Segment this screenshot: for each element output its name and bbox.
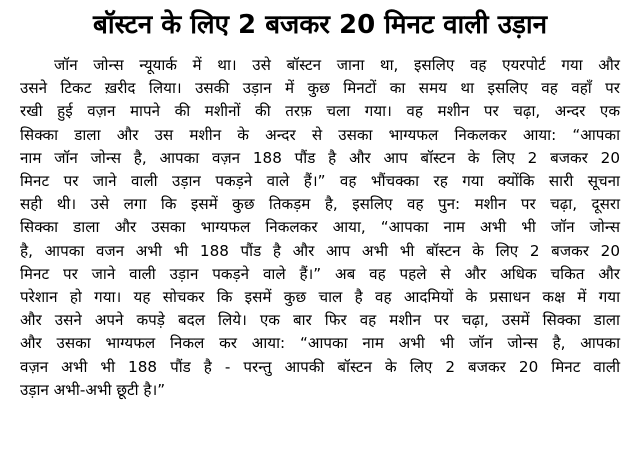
body-line: सिक्का डाला और उसका भाग्यफल निकलकर आया, “आपका नाम अभी भी जॉन जोन्स	[20, 218, 620, 237]
body-line: नाम जॉन जोन्स है, आपका वज़न 188 पौंड है और आप बॉस्टन के लिए 2 बजकर 20	[20, 148, 620, 167]
body-line: उसने टिकट ख़रीद लिया। उसकी उड़ान में कुछ मिनटों का समय था इसलिए वह वहाँ पर	[20, 79, 620, 98]
body-line: और उसका भाग्यफल निकल कर आया: “आपका नाम अभी भी जॉन जोन्स है, आपका	[20, 334, 620, 353]
body-line: मिनट पर जाने वाली उड़ान पकड़ने वाले हैं।” अब वह पहले से और अधिक चकित और	[20, 264, 620, 283]
body-line: सही थी। उसे लगा कि इसमें कुछ तिकड़म है, इसलिए वह पुन: मशीन पर चढ़ा, दूसरा	[20, 195, 620, 214]
body-line: और उसने अपने कपड़े बदल लिये। एक बार फिर वह मशीन पर चढ़ा, उसमें सिक्का डाला	[20, 311, 620, 330]
body-line: है, आपका वजन अभी भी 188 पौंड है और आप अभी भी बॉस्टन के लिए 2 बजकर 20	[20, 241, 620, 260]
body-line: उड़ान अभी-अभी छूटी है।”	[20, 380, 166, 399]
body-line: मिनट पर जाने वाली उड़ान पकड़ने वाले हैं।” वह भौंचक्का रह गया क्योंकि सारी सूचना	[20, 172, 620, 191]
body-line: जॉन जोन्स न्यूयार्क में था। उसे बॉस्टन जाना था, इसलिए वह एयरपोर्ट गया और	[54, 56, 620, 74]
body-line: वज़न अभी भी 188 पौंड है - परन्तु आपकी बॉस्टन के लिए 2 बजकर 20 मिनट वाली	[20, 357, 620, 376]
body-line: परेशान हो गया। यह सोचकर कि इसमें कुछ चाल है वह आदमियों के प्रसाधन कक्ष में गया	[20, 288, 620, 307]
article-body	[20, 54, 620, 402]
body-line: सिक्का डाला और उस मशीन के अन्दर से उसका भाग्यफल निकलकर आया: “आपका	[20, 125, 620, 144]
body-line: रखी हुई वज़न मापने की मशीनों की तरफ़ चला गया। वह मशीन पर चढ़ा, अन्दर एक	[20, 102, 620, 121]
article-title: बॉस्टन के लिए 2 बजकर 20 मिनट वाली उड़ान	[92, 10, 548, 40]
